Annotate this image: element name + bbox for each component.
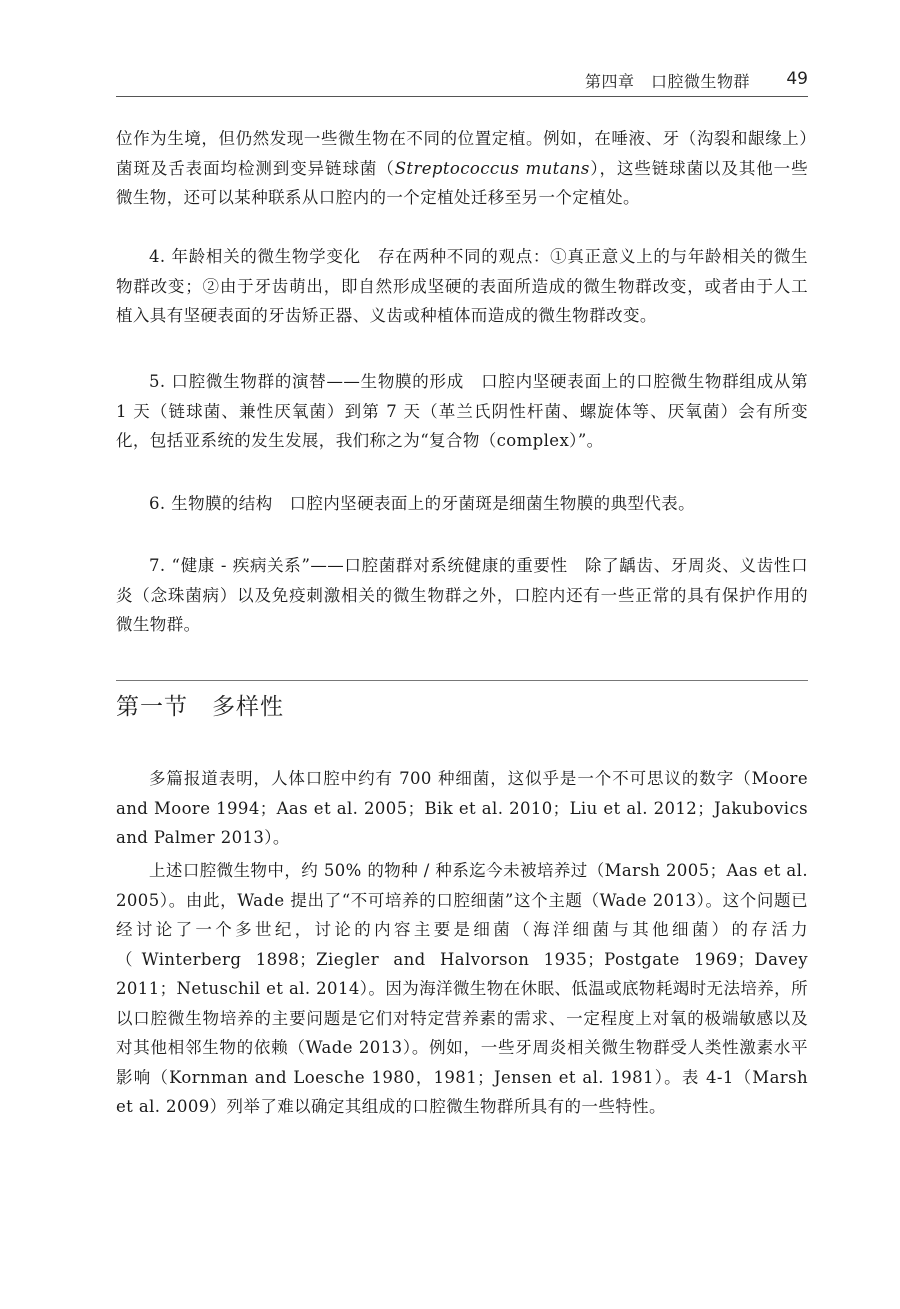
paragraph-diversity-intro: 多篇报道表明，人体口腔中约有 700 种细菌，这似乎是一个不可思议的数字（Moore and Moore 1994；Aas et al. 2005；Bik et al. 2010；Liu et al. 2012；Jakubovics and Palmer 2013）。 — [116, 769, 808, 847]
paragraph-unculturable: 上述口腔微生物中，约 50% 的物种 / 种系迄今未被培养过（Marsh 2005；Aas et al. 2005）。由此，Wade 提出了“不可培养的口腔细菌”这个主题（Wade 2013）。这个问题已经讨论了一个多世纪，讨论的内容主要是细菌（海洋细菌与其他细菌）的存活力（Winterberg 1898；Ziegler and Halvorson 1935；Postgate 1969；Davey 2011；Netuschil et al. 2014）。因为海洋微生物在休眠、低温或底物耗竭时无法培养，所以口腔微生物培养的主要问题是它们对特定营养素的需求、一定程度上对氧的极端敏感以及对其他相邻生物的依赖（Wade 2013）。例如，一些牙周炎相关微生物群受人类性激素水平影响（Kornman and Loesche 1980，1981；Jensen et al. 1981）。表 4-1（Marsh et al. 2009）列举了难以确定其组成的口腔微生物群所具有的一些特性。 — [116, 861, 808, 1116]
paragraph-text: 位作为生境，但仍然发现一些微生物在不同的位置定植。例如，在唾液、牙（沟裂和龈缘上）菌斑及舌表面均检测到变异链球菌（ — [116, 129, 808, 178]
paragraph-health-disease: 7. “健康 - 疾病关系”——口腔菌群对系统健康的重要性 除了龋齿、牙周炎、义齿性口炎（念珠菌病）以及免疫刺激相关的微生物群之外，口腔内还有一些正常的具有保护作用的微生物群。 — [116, 556, 808, 634]
species-name-italic: Streptococcus mutans — [394, 158, 590, 178]
page-number: 49 — [786, 69, 808, 89]
paragraph-text: ），这些链球菌以及其他一些微生物，还可以某种联系从口腔内的一个定植处迁移至另一个定植处。 — [116, 158, 809, 207]
section-divider — [116, 680, 808, 681]
paragraph-succession-biofilm: 5. 口腔微生物群的演替——生物膜的形成 口腔内坚硬表面上的口腔微生物群组成从第 1 天（链球菌、兼性厌氧菌）到第 7 天（革兰氏阴性杆菌、螺旋体等、厌氧菌）会有所变化，包括亚系统的发生发展，我们称之为“复合物（complex）”。 — [116, 372, 808, 450]
page-header — [116, 66, 808, 97]
paragraph-continued — [116, 124, 808, 213]
chapter-title: 第四章 口腔微生物群 — [584, 72, 750, 91]
paragraph-biofilm-structure: 6. 生物膜的结构 口腔内坚硬表面上的牙菌斑是细菌生物膜的典型代表。 — [149, 494, 696, 513]
section-heading: 第一节 多样性 — [116, 694, 284, 720]
paragraph-age-related-changes: 4. 年龄相关的微生物学变化 存在两种不同的观点：①真正意义上的与年龄相关的微生物群改变；②由于牙齿萌出，即自然形成坚硬的表面所造成的微生物群改变，或者由于人工植入具有坚硬表面的牙齿矫正器、义齿或种植体而造成的微生物群改变。 — [116, 247, 808, 325]
